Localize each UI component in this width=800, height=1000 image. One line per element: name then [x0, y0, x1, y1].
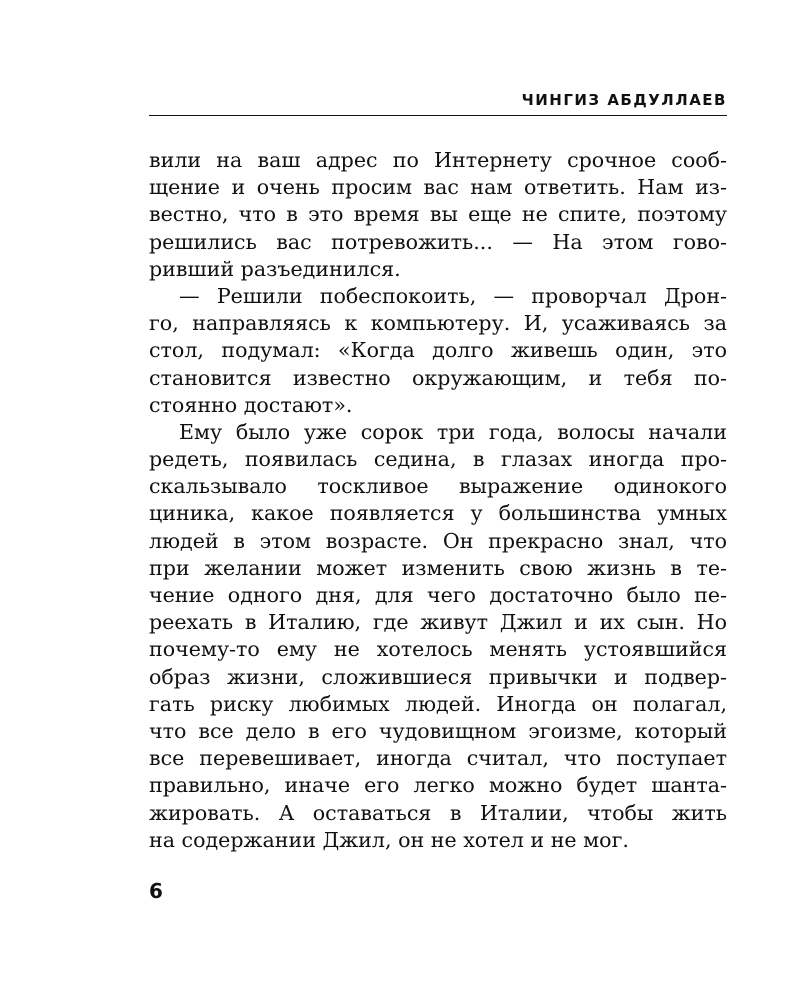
text-line: редеть, появилась седина, в глазах иногда про-	[149, 447, 727, 472]
text-line: стол, подумал: «Когда долго живешь один, это	[149, 338, 727, 363]
text-line: людей в этом возрасте. Он прекрасно знал, что	[149, 528, 727, 553]
text-line: все перевешивает, иногда считал, что поступает	[149, 746, 727, 771]
text-line: вили на ваш адрес по Интернету срочное сооб-	[149, 148, 727, 172]
text-line: вестно, что в это время вы еще не спите, поэтому	[149, 202, 727, 227]
running-head-author: ЧИНГИЗ АБДУЛЛАЕВ	[521, 91, 727, 109]
text-line: ривший разъединился.	[149, 256, 401, 281]
text-line: Ему было уже сорок три года, волосы начали	[179, 419, 727, 444]
text-line: образ жизни, сложившиеся привычки и подвер-	[149, 664, 727, 689]
text-line: стоянно достают».	[149, 392, 353, 417]
text-line: циника, какое появляется у большинства умных	[149, 501, 727, 526]
text-line: при желании может изменить свою жизнь в те-	[149, 555, 727, 580]
text-line: почему-то ему не хотелось менять устоявшийся	[149, 637, 727, 662]
text-line: правильно, иначе его легко можно будет шанта-	[149, 773, 727, 798]
text-line: становится известно окружающим, и тебя по-	[149, 365, 727, 390]
text-line: го, направляясь к компьютеру. И, усаживаясь за	[149, 311, 727, 336]
text-line: скальзывало тоскливое выражение одинокого	[149, 474, 727, 499]
text-line: — Решили побеспокоить, — проворчал Дрон-	[179, 283, 727, 308]
page-number: 6	[149, 879, 163, 903]
text-line: реехать в Италию, где живут Джил и их сын. Но	[149, 610, 727, 635]
text-line: гать риску любимых людей. Иногда он полагал,	[149, 691, 727, 716]
page-body	[149, 147, 727, 854]
text-line: что все дело в его чудовищном эгоизме, который	[149, 718, 727, 743]
text-line: решились вас потревожить... — На этом гово-	[149, 229, 727, 254]
text-line: чение одного дня, для чего достаточно было пе-	[149, 583, 727, 607]
text-line: жировать. А оставаться в Италии, чтобы жить	[149, 800, 727, 825]
text-line: на содержании Джил, он не хотел и не мог.	[149, 827, 629, 852]
page-header	[149, 90, 727, 116]
text-line: щение и очень просим вас нам ответить. Нам из-	[149, 175, 727, 200]
